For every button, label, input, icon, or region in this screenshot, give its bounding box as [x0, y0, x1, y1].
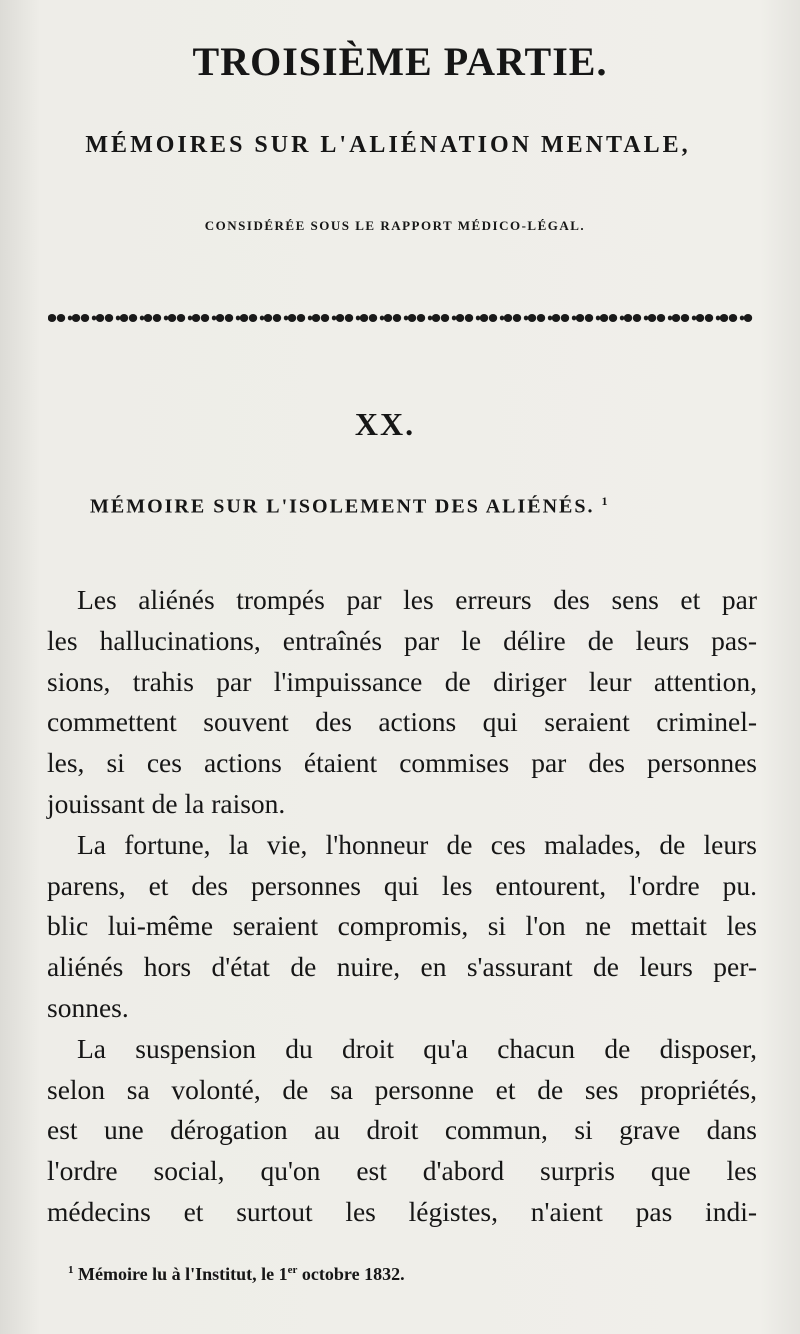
ornament-dot [144, 314, 152, 322]
ornament-dot [681, 314, 689, 322]
ornament-dot [716, 316, 720, 321]
ornament-dot [72, 314, 80, 322]
ornament-dot [552, 314, 560, 322]
ornament-dot [696, 314, 704, 322]
ornament-dot [596, 316, 600, 321]
ornament-dot [356, 316, 360, 321]
ornament-dot [600, 314, 608, 322]
chapter-title-text: MÉMOIRE SUR L'ISOLEMENT DES ALIÉNÉS. [90, 495, 595, 518]
ornament-dot [264, 314, 272, 322]
section-subsubtitle: CONSIDÉRÉE SOUS LE RAPPORT MÉDICO-LÉGAL. [204, 218, 586, 233]
text-line: Les aliénés trompés par les erreurs des sens et par [77, 584, 757, 615]
text-line: sonnes. [47, 991, 129, 1023]
ornament-dot [705, 314, 713, 322]
ornament-dot [120, 314, 128, 322]
ornament-dot [657, 314, 665, 322]
ornament-dot [465, 314, 473, 322]
footnote [68, 1264, 748, 1285]
ornament-dot [476, 316, 480, 321]
ornament-dot [528, 314, 536, 322]
ornament-dot [140, 316, 144, 321]
ornament-dot [332, 316, 336, 321]
ornament-dot [288, 314, 296, 322]
ornament-dot [404, 316, 408, 321]
text-line: La fortune, la vie, l'honneur de ces malades, de leurs [77, 828, 757, 860]
ornament-dot [153, 314, 161, 322]
chapter-note-mark: 1 [601, 494, 608, 508]
ornament-dot [417, 314, 425, 322]
footnote-ordinal: er [287, 1264, 298, 1276]
ornament-dot [692, 316, 696, 321]
text-line: jouissant de la raison. [47, 787, 286, 819]
text-line: selon sa volonté, de sa personne et de ses propriétés, [47, 1073, 757, 1105]
text-line: commettent souvent des actions qui seraient criminel- [47, 706, 757, 738]
ornament-dot [524, 316, 528, 321]
ornament-dot [81, 314, 89, 322]
ornament-dot [273, 314, 281, 322]
ornament-dot [672, 314, 680, 322]
text-line: médecins et surtout les légistes, n'aient pas indi- [47, 1195, 757, 1227]
ornament-dot [428, 316, 432, 321]
ornament-dot [380, 316, 384, 321]
footnote-mark: 1 [68, 1264, 74, 1276]
paragraph-2 [47, 825, 757, 1029]
ornament-dot [192, 314, 200, 322]
text-line: l'ordre social, qu'on est d'abord surpris que les [47, 1155, 757, 1187]
ornament-dot [96, 314, 104, 322]
ornament-dot [225, 314, 233, 322]
ornament-dot [168, 314, 176, 322]
ornament-dot [585, 314, 593, 322]
ornament-dot [537, 314, 545, 322]
text-line: les hallucinations, entraînés par le délire de leurs pas- [47, 624, 757, 656]
body-text [47, 580, 757, 1233]
text-line: les, si ces actions étaient commises par des personnes [47, 747, 757, 779]
ornament-dot [92, 316, 96, 321]
ornament-dot [489, 314, 497, 322]
paragraph-1 [47, 580, 757, 825]
ornament-dot [321, 314, 329, 322]
text-line: aliénés hors d'état de nuire, en s'assurant de leurs per- [47, 951, 757, 983]
ornament-dot [744, 314, 752, 322]
ornament-dot [504, 314, 512, 322]
text-line: parens, et des personnes qui les entourent, l'ordre pu. [47, 869, 757, 901]
ornament-dot [216, 314, 224, 322]
ornament-dot [513, 314, 521, 322]
ornament-dot [345, 314, 353, 322]
footnote-text: Mémoire lu à l'Institut, le 1 [78, 1264, 288, 1284]
ornament-dot [648, 314, 656, 322]
ornament-dot [308, 316, 312, 321]
ornament-dot [500, 316, 504, 321]
ornamental-divider [48, 309, 756, 327]
ornament-dot [336, 314, 344, 322]
ornament-dot [384, 314, 392, 322]
ornament-dot [729, 314, 737, 322]
ornament-dot [452, 316, 456, 321]
ornament-dot [620, 316, 624, 321]
ornament-dot [57, 314, 65, 322]
ornament-dot [105, 314, 113, 322]
ornament-dot [201, 314, 209, 322]
ornament-dot [68, 316, 72, 321]
ornament-dot [624, 314, 632, 322]
ornament-dot [668, 316, 672, 321]
ornament-dot [212, 316, 216, 321]
ornament-dot [129, 314, 137, 322]
ornament-dot [312, 314, 320, 322]
ornament-dot [740, 316, 744, 321]
part-title: TROISIÈME PARTIE. [192, 39, 608, 84]
ornament-dot [480, 314, 488, 322]
footnote-text-end: octobre 1832. [297, 1264, 405, 1284]
ornament-dot [297, 314, 305, 322]
ornament-dot [633, 314, 641, 322]
ornament-dot [609, 314, 617, 322]
ornament-dot [48, 314, 56, 322]
ornament-dot [548, 316, 552, 321]
ornament-dot [249, 314, 257, 322]
paragraph-3 [47, 1029, 757, 1233]
ornament-dot [236, 316, 240, 321]
ornament-dot [456, 314, 464, 322]
ornament-dot [393, 314, 401, 322]
text-line: est une dérogation au droit commun, si grave dans [47, 1114, 757, 1146]
ornament-dot [116, 316, 120, 321]
ornament-dot [164, 316, 168, 321]
ornament-dot [408, 314, 416, 322]
ornament-dot [188, 316, 192, 321]
ornament-dot [576, 314, 584, 322]
ornament-dot [720, 314, 728, 322]
text-line: sions, trahis par l'impuissance de diriger leur attention, [47, 665, 757, 697]
section-subtitle: MÉMOIRES SUR L'ALIÉNATION MENTALE, [85, 132, 691, 158]
ornament-dot [561, 314, 569, 322]
ornament-dot [260, 316, 264, 321]
ornament-dot [360, 314, 368, 322]
chapter-number: XX. [354, 406, 416, 442]
ornament-dot [369, 314, 377, 322]
text-line: blic lui-même seraient compromis, si l'on ne mettait les [47, 910, 757, 942]
text-line: La suspension du droit qu'a chacun de disposer, [77, 1032, 757, 1064]
ornament-dot [177, 314, 185, 322]
ornament-dot [572, 316, 576, 321]
ornament-dot [284, 316, 288, 321]
ornament-dot [240, 314, 248, 322]
ornament-dot [432, 314, 440, 322]
ornament-dot [644, 316, 648, 321]
chapter-title [90, 494, 740, 519]
ornament-dot [441, 314, 449, 322]
